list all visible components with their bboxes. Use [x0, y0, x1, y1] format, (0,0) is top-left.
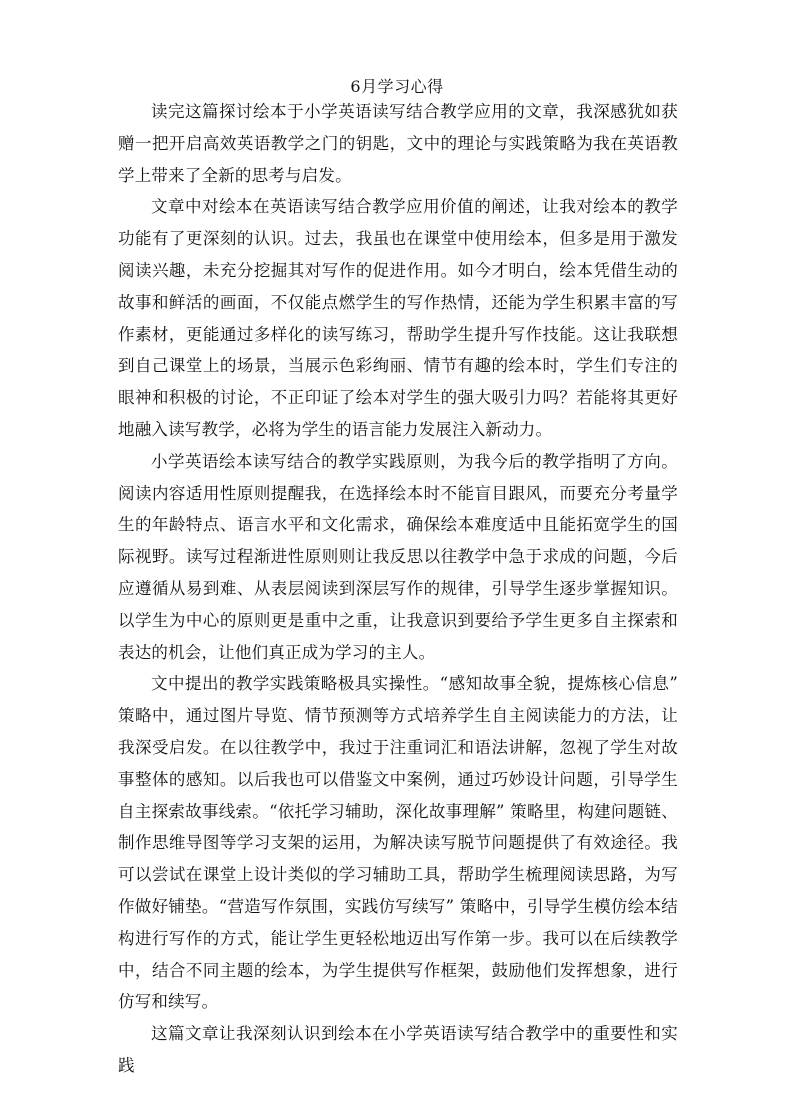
document-body — [118, 96, 678, 1082]
paragraph-3: 小学英语绘本读写结合的教学实践原则，为我今后的教学指明了方向。阅读内容适用性原则提醒我，在选择绘本时不能盲目跟风，而要充分考量学生的年龄特点、语言水平和文化需求，确保绘本难度适中且能拓宽学生的国际视野。读写过程渐进性原则则让我反思以往教学中急于求成的问题，今后应遵循从易到难、从表层阅读到深层写作的规律，引导学生逐步掌握知识。以学生为中心的原则更是重中之重，让我意识到要给予学生更多自主探索和表达的机会，让他们真正成为学习的主人。 — [118, 451, 678, 662]
document-title: 6月学习心得 — [350, 77, 444, 96]
paragraph-2: 文章中对绘本在英语读写结合教学应用价值的阐述，让我对绘本的教学功能有了更深刻的认识。过去，我虽也在课堂中使用绘本，但多是用于激发阅读兴趣，未充分挖掘其对写作的促进作用。如今才明白，绘本凭借生动的故事和鲜活的画面，不仅能点燃学生的写作热情，还能为学生积累丰富的写作素材，更能通过多样化的读写练习，帮助学生提升写作技能。这让我联想到自己课堂上的场景，当展示色彩绚丽、情节有趣的绘本时，学生们专注的眼神和积极的讨论，不正印证了绘本对学生的强大吸引力吗？若能将其更好地融入读写教学，必将为学生的语言能力发展注入新动力。 — [118, 197, 678, 439]
paragraph-4: 文中提出的教学实践策略极具实操性。“感知故事全貌，提炼核心信息” 策略中，通过图片导览、情节预测等方式培养学生自主阅读能力的方法，让我深受启发。在以往教学中，我过于注重词汇和语法讲解，忽视了学生对故事整体的感知。以后我也可以借鉴文中案例，通过巧妙设计问题，引导学生自主探索故事线索。“依托学习辅助，深化故事理解” 策略里，构建问题链、制作思维导图等学习支架的运用，为解决读写脱节问题提供了有效途径。我可以尝试在课堂上设计类似的学习辅助工具，帮助学生梳理阅读思路，为写作做好铺垫。“营造写作氛围，实践仿写续写” 策略中，引导学生模仿绘本结构进行写作的方式，能让学生更轻松地迈出写作第一步。我可以在后续教学中，结合不同主题的绘本，为学生提供写作框架，鼓励他们发挥想象，进行仿写和续写。 — [118, 674, 678, 1012]
paragraph-5: 这篇文章让我深刻认识到绘本在小学英语读写结合教学中的重要性和实践 — [118, 1024, 678, 1075]
paragraph-1: 读完这篇探讨绘本于小学英语读写结合教学应用的文章，我深感犹如获赠一把开启高效英语教学之门的钥匙，文中的理论与实践策略为我在英语教学上带来了全新的思考与启发。 — [118, 102, 678, 185]
